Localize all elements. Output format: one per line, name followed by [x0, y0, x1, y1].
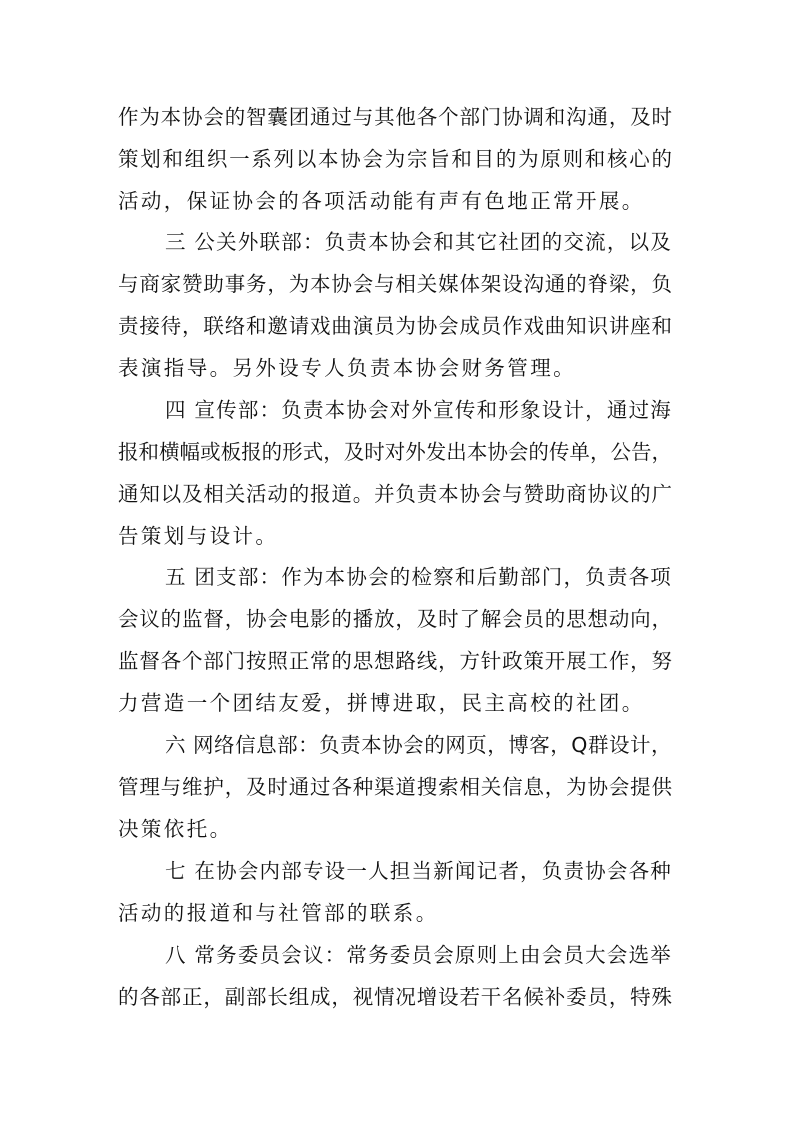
line-text: 会议的监督，协会电影的播放，及时了解会员的思想动向，: [118, 607, 673, 631]
line-text: 表演指导。另外设专人负责本协会财务管理。: [118, 356, 576, 380]
text-line: [0, 477, 793, 511]
line-text: 的各部正，副部长组成，视情况增设若干名候补委员，特殊: [118, 985, 673, 1009]
text-line: [0, 854, 793, 888]
text-line: [0, 728, 793, 762]
line-text: 报和横幅或板报的形式，及时对外发出本协会的传单，公告，: [118, 440, 673, 464]
text-line: [0, 602, 793, 636]
text-line: [0, 267, 793, 301]
line-text: 四 宣传部：负责本协会对外宣传和形象设计，通过海: [165, 398, 672, 422]
text-line: [0, 184, 793, 218]
line-text: 八 常务委员会议：常务委员会原则上由会员大会选举: [165, 943, 672, 967]
line-text: 五 团支部：作为本协会的检察和后勤部门，负责各项: [165, 565, 672, 589]
line-text: 决策依托。: [118, 817, 233, 841]
line-text: 三 公关外联部：负责本协会和其它社团的交流，以及: [165, 230, 672, 254]
text-line: [0, 980, 793, 1014]
text-line: [0, 435, 793, 469]
line-text: 七 在协会内部专设一人担当新闻记者，负责协会各种: [165, 859, 672, 883]
line-text: 管理与维护，及时通过各种渠道搜索相关信息，为协会提供: [118, 775, 673, 799]
line-text: 活动，保证协会的各项活动能有声有色地正常开展。: [118, 189, 645, 213]
line-text: 活动的报道和与社管部的联系。: [118, 901, 439, 925]
text-line: [0, 519, 793, 553]
line-text: 责接待，联络和邀请戏曲演员为协会成员作戏曲知识讲座和: [118, 314, 673, 338]
line-text: 策划和组织一系列以本协会为宗旨和目的为原则和核心的: [118, 147, 674, 171]
text-line: [0, 812, 793, 846]
line-text: 通知以及相关活动的报道。并负责本协会与赞助商协议的广: [118, 482, 673, 506]
text-line: [0, 100, 793, 134]
line-text: 作为本协会的智囊团通过与其他各个部门协调和沟通，及时: [118, 105, 673, 129]
text-line: [0, 351, 793, 385]
text-line: [0, 393, 793, 427]
line-text: 告策划与设计。: [118, 524, 279, 548]
text-line: [0, 309, 793, 343]
line-text: 力营造一个团结友爱，拼博进取，民主高校的社团。: [118, 691, 645, 715]
text-line: [0, 686, 793, 720]
line-text: 监督各个部门按照正常的思想路线，方针政策开展工作，努: [118, 649, 673, 673]
text-line: [0, 938, 793, 972]
line-text: 六 网络信息部：负责本协会的网页，博客，Q群设计，: [165, 733, 672, 757]
text-line: [0, 142, 793, 176]
text-line: [0, 770, 793, 804]
line-text: 与商家赞助事务，为本协会与相关媒体架设沟通的脊梁，负: [118, 272, 673, 296]
text-line: [0, 644, 793, 678]
text-line: [0, 560, 793, 594]
text-line: [0, 896, 793, 930]
text-line: [0, 225, 793, 259]
